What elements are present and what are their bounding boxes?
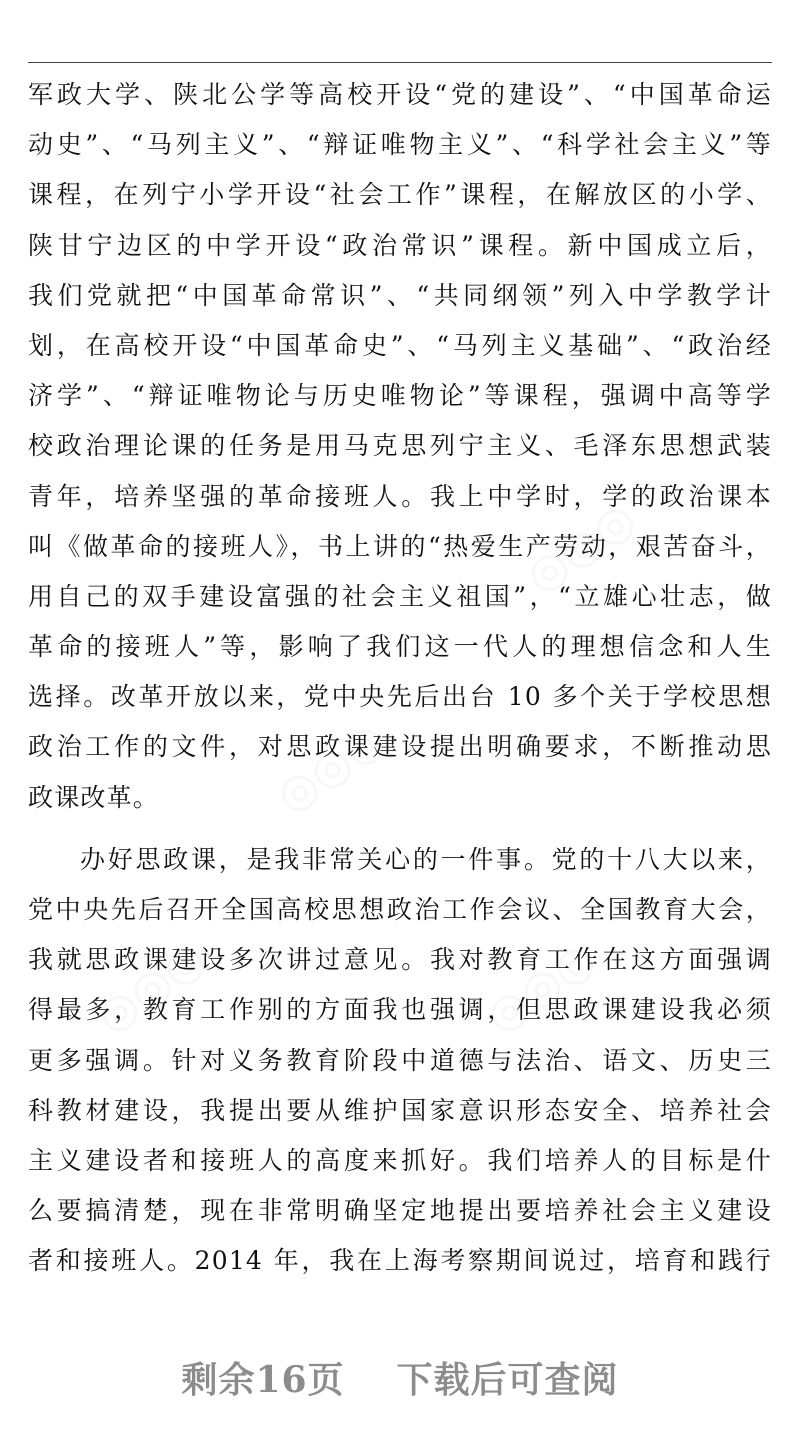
text-line: 校政治理论课的任务是用马克思列宁主义、毛泽东思想武装 <box>28 431 772 461</box>
text-line: 我就思政课建设多次讲过意见。我对教育工作在这方面强调 <box>28 945 772 975</box>
text-line: 么要搞清楚，现在非常明确坚定地提出要培养社会主义建设 <box>28 1196 772 1226</box>
text-line: 陕甘宁边区的中学开设“政治常识”课程。新中国成立后， <box>28 230 772 260</box>
text-line: 更多强调。针对义务教育阶段中道德与法治、语文、历史三 <box>28 1045 772 1075</box>
text-line: 青年，培养坚强的革命接班人。我上中学时，学的政治课本 <box>28 481 772 511</box>
text-line: 政课改革。 <box>28 782 160 812</box>
text-line: 得最多，教育工作别的方面我也强调，但思政课建设我必须 <box>28 995 772 1025</box>
watermark: ◎◎◎ <box>85 930 216 1044</box>
text-line: 主义建设者和接班人的高度来抓好。我们培养人的目标是什 <box>28 1145 772 1175</box>
text-line: 叫《做革命的接班人》，书上讲的“热爱生产劳动，艰苦奋斗， <box>28 531 772 561</box>
watermark: ◎◎◎ <box>515 490 646 604</box>
text-line: 军政大学、陕北公学等高校开设“党的建设”、“中国革命运 <box>28 80 772 109</box>
text-line: 我们党就把“中国革命常识”、“共同纲领”列入中学教学计 <box>28 280 772 310</box>
text-line: 科教材建设，我提出要从维护国家意识形态安全、培养社会 <box>28 1095 772 1125</box>
paragraph-1 <box>28 70 772 823</box>
download-prompt[interactable] <box>0 1352 800 1403</box>
remaining-pages-label: 剩余16页 <box>181 1359 345 1401</box>
download-to-view-label: 下载后可查阅 <box>396 1359 619 1401</box>
text-line: 政治工作的文件，对思政课建设提出明确要求，不断推动思 <box>28 732 772 762</box>
text-line: 办好思政课，是我非常关心的一件事。党的十八大以来， <box>80 844 772 874</box>
text-line: 动史”、“马列主义”、“辩证唯物主义”、“科学社会主义”等 <box>28 130 772 160</box>
text-line: 者和接班人。2014 年，我在上海考察期间说过，培育和践行 <box>28 1246 772 1276</box>
text-line: 党中央先后召开全国高校思想政治工作会议、全国教育大会， <box>28 895 772 924</box>
text-line: 济学”、“辩证唯物论与历史唯物论”等课程，强调中高等学 <box>28 381 772 411</box>
text-line: 革命的接班人”等，影响了我们这一代人的理想信念和人生 <box>28 632 772 662</box>
paragraph-gap <box>28 823 772 835</box>
header-rule <box>28 62 772 63</box>
text-line: 划，在高校开设“中国革命史”、“马列主义基础”、“政治经 <box>28 330 772 360</box>
paragraph-2 <box>28 835 772 1287</box>
text-line: 课程，在列宁小学开设“社会工作”课程，在解放区的小学、 <box>28 180 772 210</box>
watermark: ◎◎◎ <box>265 710 396 824</box>
document-body <box>28 70 772 1287</box>
watermark: ◎◎◎ <box>475 930 606 1044</box>
text-line: 用自己的双手建设富强的社会主义祖国”，“立雄心壮志，做 <box>28 581 772 611</box>
text-line: 选择。改革开放以来，党中央先后出台 10 多个关于学校思想 <box>28 682 772 712</box>
